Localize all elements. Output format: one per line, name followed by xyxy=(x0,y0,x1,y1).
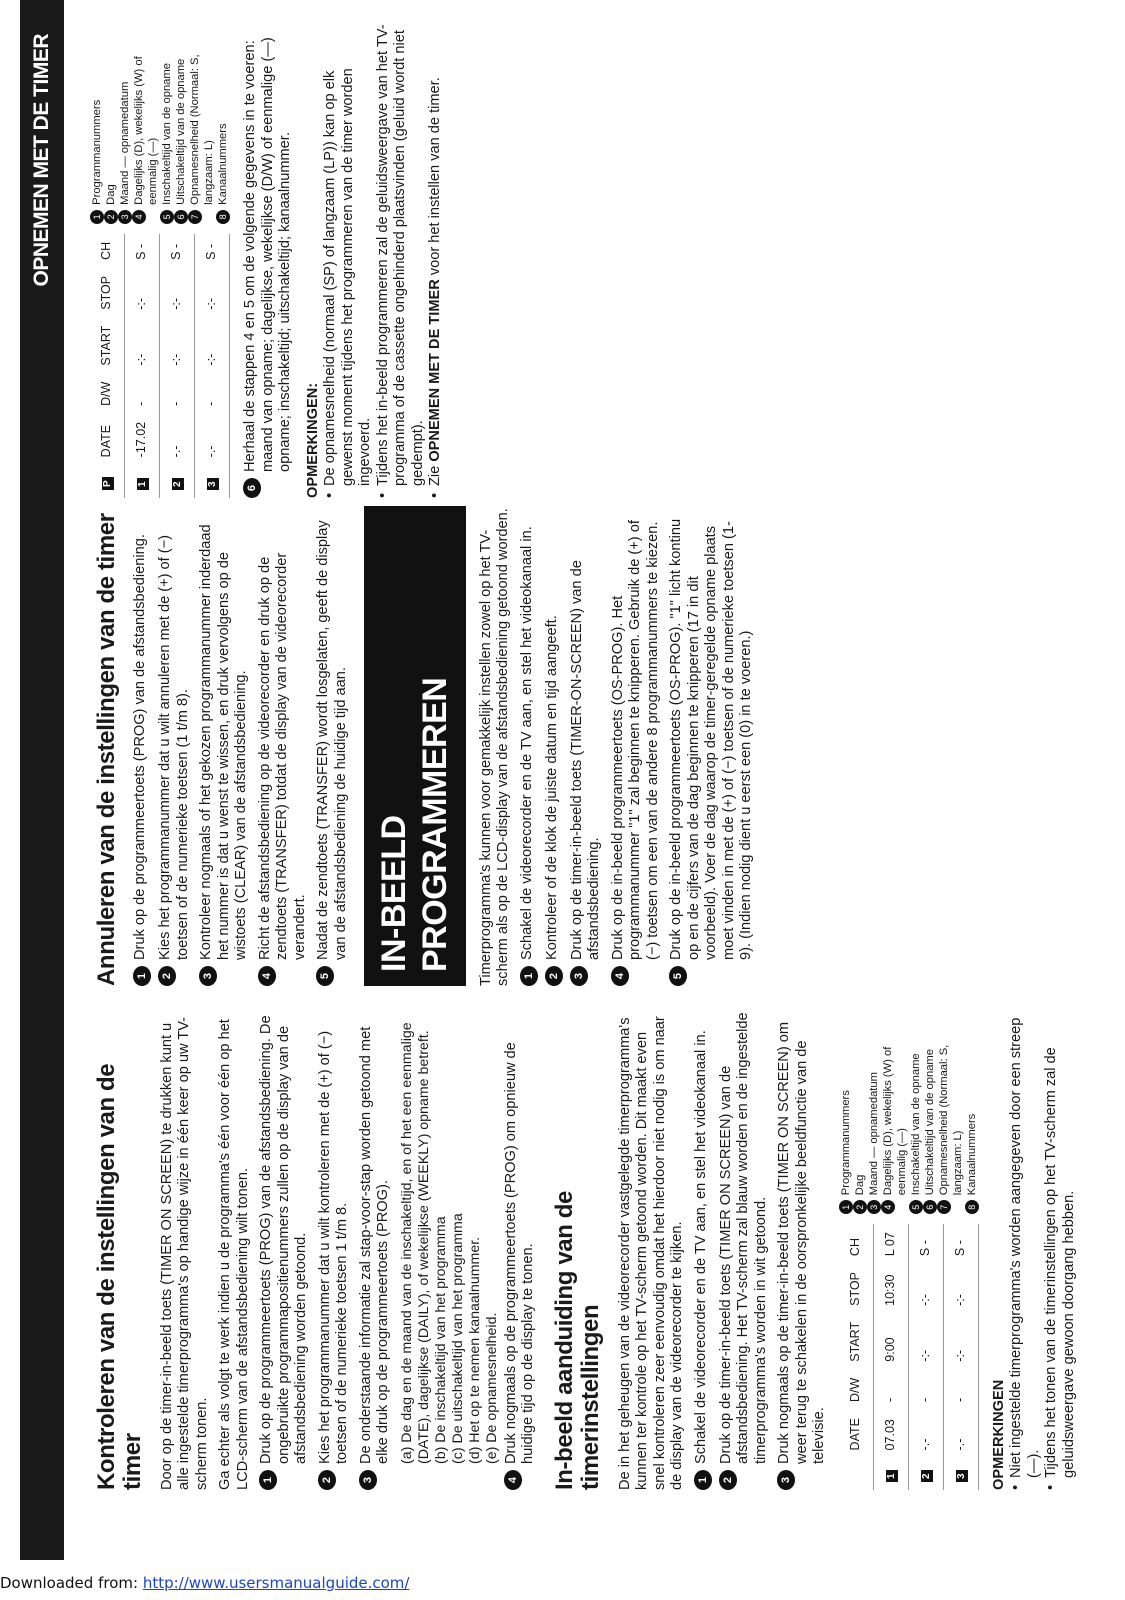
rotated-page xyxy=(8,0,1093,1560)
step-1: 1 Druk op de programmeertoets (PROG) van de afstandsbediening. De ongebruikte programmapositienummers zullen op de display van de afstandsbediening worden getoond. xyxy=(258,1010,311,1490)
sub-item: (c) De uitschakeltijd van het programma xyxy=(449,1213,466,1464)
paragraph: Timerprogramma's kunnen voor gemakkelijk instellen zowel op het TV-scherm als op de LCD-display van de afstandsbediening getoond worden. xyxy=(477,508,512,986)
step-3: 3 Druk nogmaals op de timer-in-beeld toets (TIMER ON SCREEN) om weer terug te schakelen in de oorspronkelijke beeldfunctie van de televisie. xyxy=(776,1010,829,1490)
column-1 xyxy=(80,1010,1078,1490)
section-banner: IN-BEELD PROGRAMMEREN xyxy=(364,506,466,986)
step-2: 2 Kontroleer of de klok de juiste datum en tijd aangeeft. xyxy=(544,506,563,986)
footer-download-note: Downloaded from: http://www.usersmanualguide.com/ xyxy=(0,1574,410,1592)
paragraph: Ga echter als volgt te werk indien u de programma's één voor één op het LCD-scherm van de afstandsbediening wilt tonen. xyxy=(217,1019,251,1490)
legend-b: 1 Programmanummers 2 Dag 3 Maand — opnamedatum 4 Dagelijks (D), wekelijks (W) of eenmalig (—) 5 Inschakeltijd van de opname 6 Uitschakeltijd van de opname 7 Opnamesnelheid (Normaal: S, langzaam: L) 8 Kanaalnummers xyxy=(90,18,230,224)
step-number-icon: 1 xyxy=(694,1470,712,1490)
table-row: 1 -17.02 - -:- -:- S - xyxy=(124,234,159,498)
table-row: 2 -.- - -:- -:- S - xyxy=(159,234,194,498)
step-number-icon: 1 xyxy=(520,966,538,986)
table-row: 3 -.- - -:- -:- S - xyxy=(943,1224,978,1490)
section-title-kontroleren: Kontroleren van de instellingen van de timer xyxy=(93,1063,147,1490)
step-6: 6 Herhaal de stappen 4 en 5 om de volgende gegevens in te voeren: maand van opname; dagelijkse, wekelijkse (D/W) of eenmalige (—) opname; inschakeltijd; uitschakeltijd; kanaalnummer. xyxy=(242,18,295,498)
table-row: 1 07.03 - 9:00 10:30 L 07 xyxy=(873,1224,908,1490)
remark: • De opnamesnelheid (normaal (SP) of langzaam (LP)) kan op elk gewenst moment tijdens het programmeren van de timer worden ingevoerd. xyxy=(322,18,375,498)
column-2 xyxy=(80,506,762,986)
step-number-icon: 2 xyxy=(158,966,176,986)
step-3: 3 Druk op de timer-in-beeld toets (TIMER-ON-SCREEN) van de afstandsbediening. xyxy=(569,506,604,986)
sub-item: (a) De dag en de maand van de inschakeltijd, en of het een eenmalige (DATE), dagelijkse (DAILY), of wekelijkse (WEEKLY) opname betreft. xyxy=(398,1022,432,1464)
step-3: 3 De onderstaande informatie zal stap-voor-stap worden getoond met elke druk op de programmeertoets (PROG). xyxy=(358,1010,393,1490)
remark: • Tijdens het in-beeld programmeren zal de geluidsweergave van het TV-programma of de cassette ongehinderd plaatsvinden (geluid wordt niet gedempt). xyxy=(375,18,428,498)
step-2: 2 Kies het programmanummer dat u wilt annuleren met de (+) of (−) toetsen of de numerieke toetsen (1 t/m 8). xyxy=(157,506,192,986)
step-4: 4 Druk nogmaals op de programmeertoets (PROG) om opnieuw de huidige tijd op de display te tonen. xyxy=(503,1010,538,1490)
remark: • Zie OPNEMEN MET DE TIMER voor het instellen van de timer. xyxy=(427,18,445,498)
step-3: 3 Kontroleer nogmaals of het gekozen programmanummer inderdaad het nummer is dat u wenst te wissen, en druk vervolgens op de wistoets (CLEAR) van de afstandsbediening. xyxy=(198,506,251,986)
step-number-icon: 2 xyxy=(719,1470,737,1490)
step-4: 4 Druk op de in-beeld programmeertoets (OS-PROG). Het programmanummer "1" zal beginnen te knipperen. Gebruik de (+) of (−) toetsen om een van de andere 8 programmanummers te kiezen. xyxy=(610,506,663,986)
legend-a: 1 Programmanummers 2 Dag 3 Maand — opnamedatum 4 Dagelijks (D), wekelijks (W) of eenmalig (—) 5 Inschakeltijd van de opname 6 Uitschakeltijd van de opname 7 Opnamesnelheid (Normaal: S, langzaam: L) 8 Kanaalnummers xyxy=(839,1010,979,1214)
header-title: OPNEMEN MET DE TIMER xyxy=(30,34,53,287)
column-3 xyxy=(80,18,445,498)
step-number-icon: 1 xyxy=(133,966,151,986)
timer-figure-a xyxy=(839,1010,979,1490)
table-header-row: P DATE D/W START STOP CH xyxy=(90,234,124,498)
timer-table-a xyxy=(839,1224,979,1490)
table-row: 3 -.- - -:- -:- S - xyxy=(194,234,229,498)
remark: • Tijdens het tonen van de timerinstellingen op het TV-scherm zal de geluidsweergave gewoon doorgang hebben. xyxy=(1043,1010,1078,1490)
section-title-annuleren: Annuleren van de instellingen van de timer xyxy=(93,513,120,986)
paragraph: Door op de timer-in-beeld toets (TIMER ON SCREEN) te drukken kunt u alle ingestelde timerprogramma's op handige wijze in één keer op uw TV-scherm tonen. xyxy=(158,1016,210,1490)
table-header-row: DATE D/W START STOP CH xyxy=(839,1224,873,1490)
paragraph: De in het geheugen van de videorecorder vastgelegde timerprogramma's kunnen ter kontrole op het TV-scherm getoond worden. Dit maakt even snel kontroleren zeer eenvoudig omdat het hierdoor niet nodig is om naar de display van de videorecorder te kijken. xyxy=(616,1016,686,1490)
step-number-icon: 2 xyxy=(545,966,563,986)
step-1: 1 Schakel de videorecorder en de TV aan, en stel het videokanaal in. xyxy=(693,1010,712,1490)
step-number-icon: 5 xyxy=(316,966,334,986)
remarks-title: OPMERKINGEN: xyxy=(304,382,321,498)
remark: • Niet ingestelde timerprogramma's worden aangegeven door een streep (—). xyxy=(1008,1010,1043,1490)
step-number-icon: 4 xyxy=(611,966,629,986)
step-1: 1 Schakel de videorecorder en de TV aan, en stel het videokanaal in. xyxy=(519,506,538,986)
step-5: 5 Druk op de in-beeld programmeertoets (OS-PROG). "1" licht kontinu op en de cijfers van de dag beginnen te knipperen (17 in dit voorbeeld). Voer de dag waarop de timer-geregelde opname plaats moet vinden in met de (+) of (−) toetsen of de numerieke toetsen (1-9). (Indien nodig dient u eerst een (0) in te voeren.) xyxy=(668,506,756,986)
timer-table-b xyxy=(90,234,230,498)
download-link[interactable]: http://www.usersmanualguide.com/ xyxy=(142,1574,410,1592)
sub-item: (d) Het op te nemen kanaalnummer. xyxy=(466,1236,483,1464)
remarks-title: OPMERKINGEN xyxy=(990,1379,1007,1490)
table-row: 2 -.- - -:- -:- S - xyxy=(908,1224,943,1490)
sub-item: (e) De opnamesnelheid. xyxy=(483,1312,500,1464)
step-2: 2 Druk op de timer-in-beeld toets (TIMER ON SCREEN) van de afstandsbediening. Het TV-scherm zal blauw worden en de ingestelde timerprogramma's worden in wit getoond. xyxy=(718,1010,771,1490)
section-title-in-beeld: In-beeld aanduiding van de timerinstellingen xyxy=(550,1191,605,1490)
step-number-icon: 1 xyxy=(259,1470,277,1490)
step-5: 5 Nadat de zendtoets (TRANSFER) wordt losgelaten, geeft de display van de afstandsbediening de huidige tijd aan. xyxy=(315,506,350,986)
step-number-icon: 4 xyxy=(504,1470,522,1490)
step-number-icon: 2 xyxy=(318,1470,336,1490)
step-number-icon: 3 xyxy=(199,966,217,986)
timer-figure-b xyxy=(90,18,230,498)
step-2: 2 Kies het programmanummer dat u wilt kontroleren met de (+) of (−) toetsen of de numerieke toetsen 1 t/m 8. xyxy=(317,1010,352,1490)
step-1: 1 Druk op de programmeertoets (PROG) van de afstandsbediening. xyxy=(132,506,151,986)
sub-item: (b) De inschakeltijd van het programma xyxy=(432,1216,449,1464)
step-number-icon: 6 xyxy=(243,478,261,498)
step-number-icon: 3 xyxy=(359,1470,377,1490)
step-number-icon: 3 xyxy=(570,966,588,986)
step-number-icon: 3 xyxy=(777,1470,795,1490)
step-number-icon: 4 xyxy=(258,966,276,986)
step-number-icon: 5 xyxy=(669,966,687,986)
step-4: 4 Richt de afstandsbediening op de videorecorder en druk op de zendtoets (TRANSFER) totdat de display van de videorecorder verandert. xyxy=(257,506,310,986)
